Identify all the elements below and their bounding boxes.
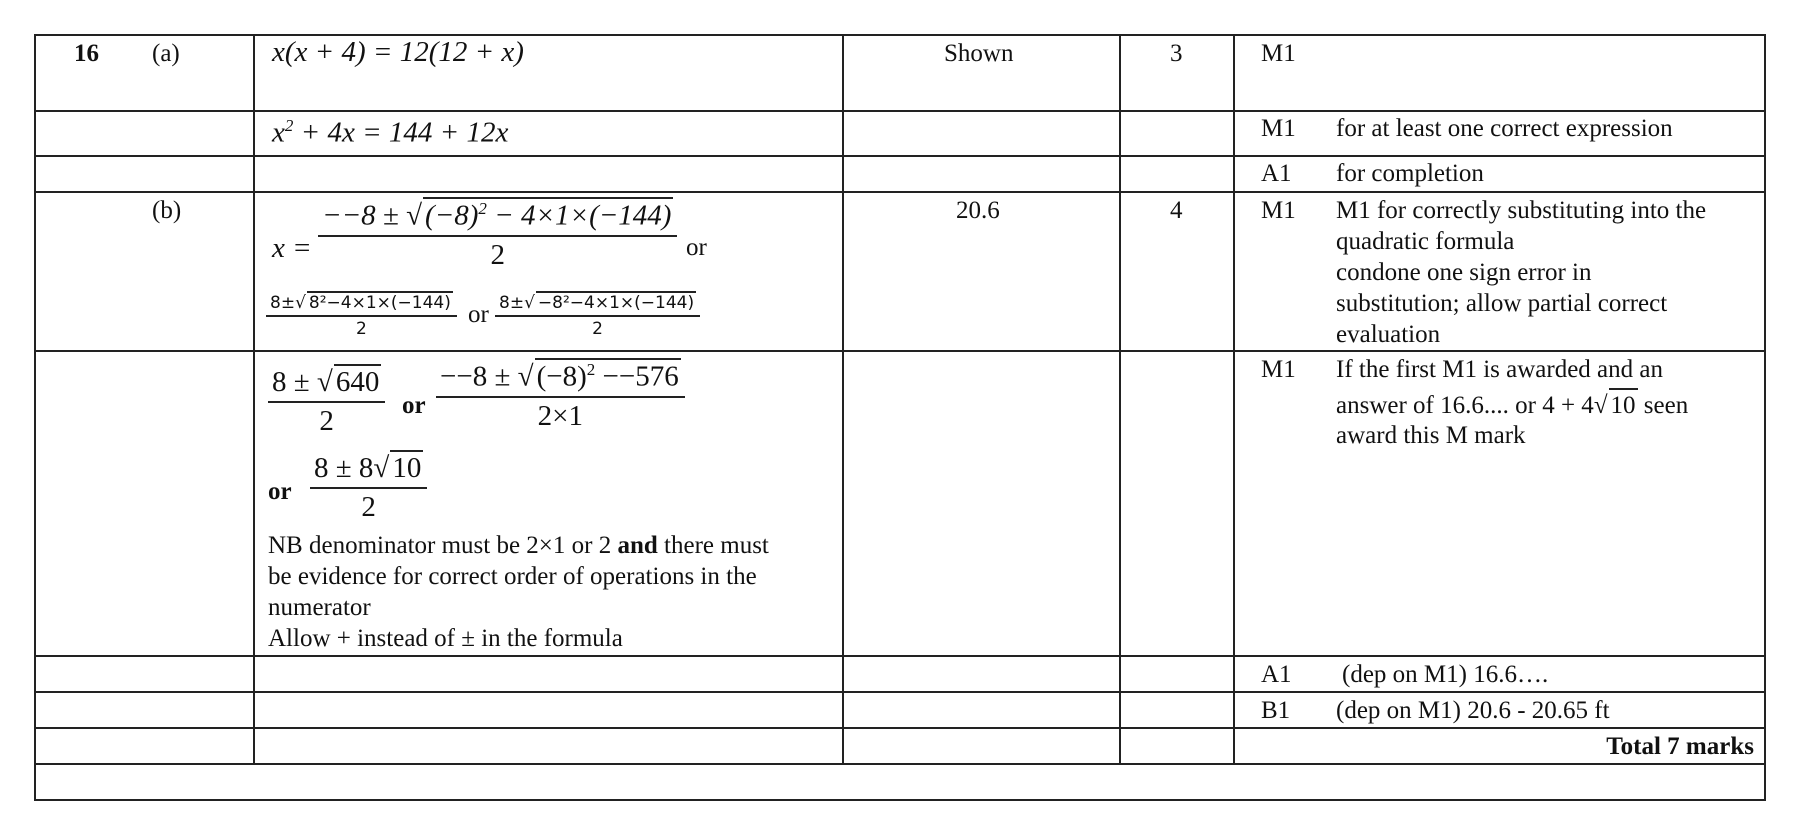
or-2: or [468, 301, 489, 328]
question-number: 16 [74, 40, 99, 67]
rule-col3 [842, 34, 844, 765]
alt-formula-2: $\frac{\text{8±√ −8²−4×1×(−144)}}{2}$ [495, 291, 700, 339]
mark-note-b1-line2: quadratic formula [1336, 228, 1515, 255]
step2-fraction-3: $\frac{8 \pm 8√ 10}{2}$ [310, 450, 427, 524]
nb-line-3: numerator [268, 594, 371, 621]
mark-note-b2-line1: If the first M1 is awarded and an [1336, 356, 1663, 383]
answer-a: Shown [944, 40, 1014, 67]
answer-b: 20.6 [956, 197, 1000, 224]
rule-col2 [253, 34, 255, 765]
equation-a1: x(x + 4) = 12(12 + x) [272, 36, 524, 68]
mark-note-b1-line1: M1 for correctly substituting into the [1336, 197, 1707, 224]
rule-col4 [1119, 34, 1121, 765]
or-bold-1: or [402, 392, 426, 419]
rule-left [34, 34, 36, 801]
mark-note-b1-line5: evaluation [1336, 321, 1441, 348]
equation-a2: $x^2 + 4x = 144 + 12x$ [272, 116, 509, 149]
rule-row8 [34, 727, 1766, 729]
alt-formula-1: $\frac{\text{8±√ 8²−4×1×(−144)}}{2}$ [266, 291, 457, 339]
marks-b: 4 [1170, 197, 1183, 224]
mark-code-b3: A1 [1261, 661, 1292, 688]
rule-row9 [34, 763, 1766, 765]
rule-row7 [34, 691, 1766, 693]
mark-note-b2-line2: answer of 16.6.... or 4 + 4√ 10 seen [1336, 388, 1688, 421]
nb-line-1: NB denominator must be 2×1 or 2 and there must [268, 532, 769, 559]
mark-code-a2: M1 [1261, 115, 1296, 142]
mark-note-a3: for completion [1336, 160, 1484, 187]
total-marks: Total 7 marks [1606, 733, 1754, 760]
mark-note-b1-line3: condone one sign error in [1336, 259, 1592, 286]
rule-right [1764, 34, 1766, 801]
rule-row5 [34, 350, 1766, 352]
mark-code-a1: M1 [1261, 40, 1296, 67]
mark-code-b1: M1 [1261, 197, 1296, 224]
mark-note-b1-line4: substitution; allow partial correct [1336, 290, 1668, 317]
or-bold-2: or [268, 478, 292, 505]
part-b-label: (b) [152, 197, 182, 224]
rule-row4 [34, 191, 1766, 193]
nb-line-2: be evidence for correct order of operations in the [268, 563, 757, 590]
rule-row3 [34, 155, 1766, 157]
or-1: or [686, 234, 707, 261]
part-a-label: (a) [152, 40, 180, 67]
marks-a: 3 [1170, 40, 1183, 67]
mark-code-a3: A1 [1261, 160, 1292, 187]
rule-bottom [34, 799, 1766, 801]
mark-code-b2: M1 [1261, 356, 1296, 383]
formula-lhs: x = [272, 232, 312, 264]
mark-note-b4: (dep on M1) 20.6 - 20.65 ft [1336, 697, 1610, 724]
rule-col5 [1233, 34, 1235, 765]
mark-note-b2-line3: award this M mark [1336, 422, 1526, 449]
mark-note-b3: (dep on M1) 16.6…. [1342, 661, 1549, 688]
mark-code-b4: B1 [1261, 697, 1291, 724]
step2-fraction-2: $\frac{--8 \pm √ (-8)^2 --576}{2\times 1}$ [436, 358, 685, 433]
nb-line-4: Allow + instead of ± in the formula [268, 625, 623, 652]
rule-row2 [34, 110, 1766, 112]
step2-fraction-1: $\frac{8 \pm √ 640}{2}$ [268, 364, 385, 438]
rule-row6 [34, 655, 1766, 657]
quadratic-formula: $\frac{--8 \pm √ (-8)^2 - 4\times 1\times(-144)}{2}$ [318, 197, 677, 272]
mark-note-a2: for at least one correct expression [1336, 115, 1673, 142]
